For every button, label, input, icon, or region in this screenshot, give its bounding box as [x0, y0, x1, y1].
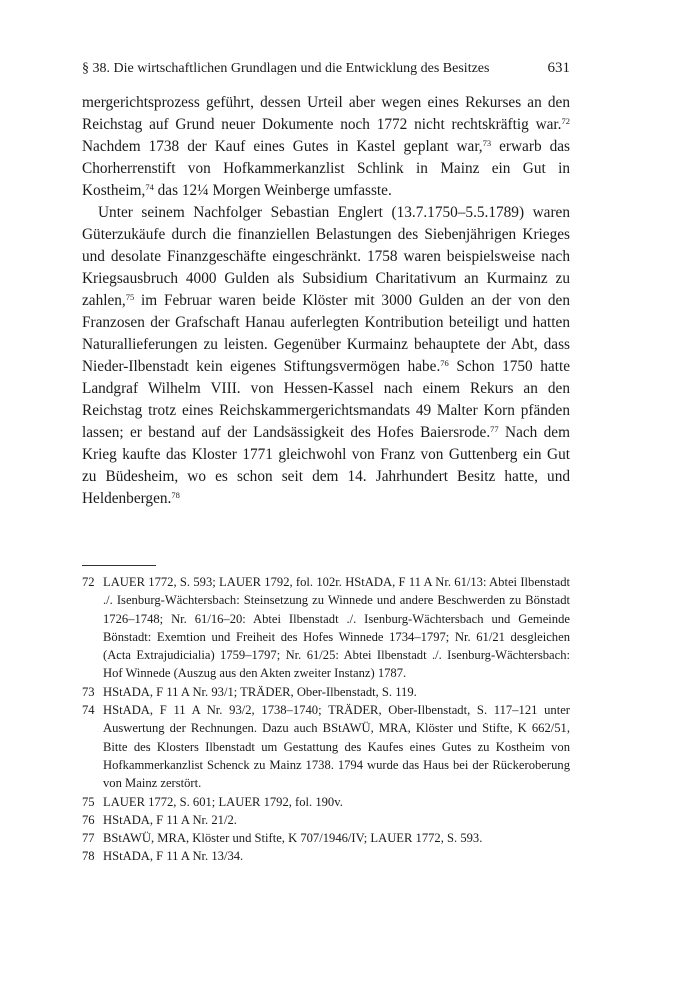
footnote-ref-73: 73	[482, 138, 492, 148]
footnote	[82, 701, 570, 792]
text-run: Nachdem 1738 der Kauf eines Gutes in Kastel geplant war,	[82, 138, 483, 155]
footnote-text: HStADA, F 11 A Nr. 13/34.	[103, 849, 244, 864]
footnote-text: HStADA, F 11 A Nr. 93/2, 1738–1740; TRÄDER, Ober-Ilbenstadt, S. 117–121 unter Auswertung der Rechnungen. Dazu auch BStAWÜ, MRA, Klöster und Stifte, K 662/51, Bitte des Klosters Ilbenstadt um Gestattung des Kaufes eines Gutes zu Kostheim von Hofkammerkanzlist Schenck zu Mainz 1738. 1794 wurde das Haus bei der Rückeroberung von Mainz zerstört.	[103, 703, 570, 791]
footnote-number: 72	[82, 575, 95, 589]
text-run: das 12¼ Morgen Weinberge umfasste.	[153, 182, 392, 199]
text-run: Schon 1750 hatte Landgraf Wilhelm VIII. von Hessen-Kassel nach einem Rekurs an den Reichstag trotz eines Reichskammergerichtsmandats 49 Malter Korn pfänden lassen; er bestand auf der Landsässigkeit des Hofes Baiersrode.	[82, 358, 570, 441]
footnotes	[82, 573, 570, 866]
footnote-ref-76: 76	[440, 358, 449, 368]
footnote-text: HStADA, F 11 A Nr. 93/1; TRÄDER, Ober-Ilbenstadt, S. 119.	[103, 684, 417, 699]
footnote-text: LAUER 1772, S. 601; LAUER 1792, fol. 190v.	[103, 794, 343, 809]
running-title: § 38. Die wirtschaftlichen Grundlagen und die Entwicklung des Besitzes	[82, 61, 490, 76]
footnote	[82, 847, 570, 865]
footnote	[82, 793, 570, 811]
footnote	[82, 573, 570, 683]
text-run: im Februar waren beide Klöster mit 3000 Gulden an der von den Franzosen der Grafschaft Hanau auferlegten Kontribution beteiligt und hatten Naturallieferungen zu leisten. Gegenüber Kurmainz behauptete der Abt, dass Nieder-Ilbenstadt kein eigenes Stiftungsvermögen habe.	[82, 292, 570, 375]
footnote-number: 74	[82, 703, 95, 718]
text-run: erwarb das Chorherrenstift von Hofkammerkanzlist Schlink in Mainz ein Gut in Kostheim,	[82, 138, 570, 199]
footnote-text: LAUER 1772, S. 593; LAUER 1792, fol. 102r. HStADA, F 11 A Nr. 61/13: Abtei Ilbenstadt ./. Isenburg-Wächtersbach: Steinsetzung zu Winnede und andere Beschwerden zu Bönstadt 1726–1748; Nr. 61/16–20: Abtei Ilbenstadt ./. Isenburg-Wächtersbach und Gemeinde Bönstadt: Exemtion und Freiheit des Hofes Winnede 1734–1797; Nr. 61/21 desgleichen (Acta Extrajudicialia) 1759–1797; Nr. 61/25: Abtei Ilbenstadt ./. Isenburg-Wächtersbach: Hof Winnede (Auszug aus den Akten zweiter Instanz) 1787.	[103, 575, 570, 681]
footnote	[82, 811, 570, 829]
footnote-ref-74: 74	[145, 182, 154, 192]
footnote-number: 78	[82, 849, 95, 864]
footnote-ref-72: 72	[561, 116, 570, 126]
footnote-number: 73	[82, 684, 95, 699]
footnote	[82, 683, 570, 701]
footnote-divider	[82, 565, 156, 566]
paragraph-2	[82, 202, 570, 510]
running-header	[82, 60, 570, 77]
paragraph-1	[82, 92, 570, 202]
footnote-ref-77: 77	[490, 424, 499, 434]
footnote-text: BStAWÜ, MRA, Klöster und Stifte, K 707/1946/IV; LAUER 1772, S. 593.	[103, 831, 483, 846]
footnote-number: 77	[82, 831, 95, 846]
page-number: 631	[547, 60, 570, 76]
footnote	[82, 829, 570, 847]
text-run: Nach dem Krieg kaufte das Kloster 1771 gleichwohl von Franz von Guttenberg ein Gut zu Büdesheim, wo es schon seit dem 14. Jahrhundert Besitz hatte, und Heldenbergen.	[82, 424, 570, 507]
footnote-number: 76	[82, 812, 95, 827]
footnote-ref-75: 75	[125, 292, 135, 302]
text-run: mergerichtsprozess geführt, dessen Urteil aber wegen eines Rekurses an den Reichstag auf Grund neuer Dokumente noch 1772 nicht rechtskräftig war.	[82, 94, 570, 133]
footnote-ref-78: 78	[171, 490, 180, 500]
main-text	[82, 92, 570, 510]
text-run: Unter seinem Nachfolger Sebastian Englert (13.7.1750–5.5.1789) waren Güterzukäufe durch die finanziellen Belastungen des Siebenjährigen Krieges und desolate Finanzgeschäfte eingeschränkt. 1758 waren beispielsweise nach Kriegsausbruch 4000 Gulden als Subsidium Charitativum an Kurmainz zu zahlen,	[82, 204, 570, 309]
footnote-number: 75	[82, 794, 95, 809]
footnote-text: HStADA, F 11 A Nr. 21/2.	[103, 812, 237, 827]
